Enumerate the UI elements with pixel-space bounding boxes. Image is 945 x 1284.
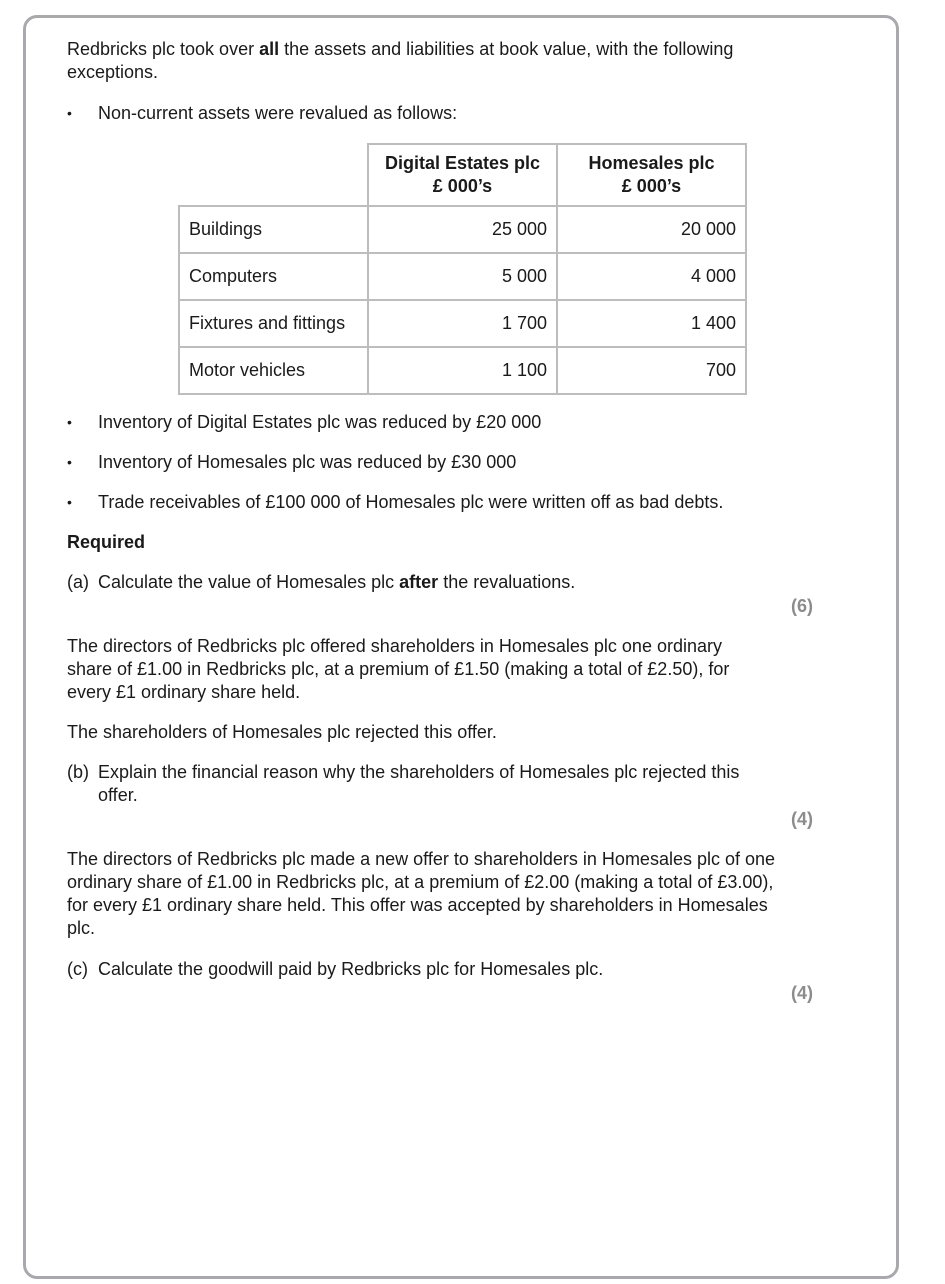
- table-row: [179, 253, 746, 300]
- required-heading: Required: [67, 532, 146, 552]
- asset-name: Fixtures and fittings: [179, 300, 368, 347]
- part-b-text: Explain the financial reason why the shareholders of Homesales plc rejected this offer.: [98, 762, 740, 805]
- intro-text-after: the assets and liabilities at book value, with the following exceptions.: [67, 39, 734, 82]
- digital-estates-value: 5 000: [368, 253, 557, 300]
- homesales-value: 4 000: [557, 253, 746, 300]
- digital-estates-value: 1 700: [368, 300, 557, 347]
- part-c-label: (c): [67, 959, 88, 979]
- offer2-paragraph: The directors of Redbricks plc made a new offer to shareholders in Homesales plc of one ordinary share of £1.00 in Redbricks plc, at a premium of £2.00 (making a total of £3.00), for every £1 ordinary share held. This offer was accepted by shareholders in Homesales plc.: [67, 849, 776, 938]
- intro-text-before: Redbricks plc took over: [67, 39, 260, 59]
- homesales-value: 700: [557, 347, 746, 394]
- part-c-text: Calculate the goodwill paid by Redbricks plc for Homesales plc.: [98, 959, 604, 979]
- bullet-text: Trade receivables of £100 000 of Homesales plc were written off as bad debts.: [98, 492, 724, 512]
- digital-estates-value: 25 000: [368, 206, 557, 253]
- bullet-icon: •: [67, 414, 72, 430]
- bullet-icon: •: [67, 494, 72, 510]
- bullet-text: Non-current assets were revalued as follows:: [98, 103, 458, 123]
- asset-name: Buildings: [179, 206, 368, 253]
- header-company-name: Digital Estates plc: [384, 153, 541, 173]
- part-a-text-before: Calculate the value of Homesales plc: [98, 572, 400, 592]
- asset-name: Motor vehicles: [179, 347, 368, 394]
- part-c-marks: (4): [791, 983, 813, 1003]
- table-header-row: [179, 144, 746, 206]
- part-a-marks: (6): [791, 596, 813, 616]
- part-b-label: (b): [67, 762, 89, 782]
- table-row: [179, 300, 746, 347]
- revaluation-table: [178, 143, 747, 395]
- digital-estates-value: 1 100: [368, 347, 557, 394]
- homesales-value: 1 400: [557, 300, 746, 347]
- table-row: [179, 347, 746, 394]
- table-header-digital-estates: [368, 144, 557, 206]
- header-unit: £ 000’s: [432, 176, 493, 196]
- header-unit: £ 000’s: [621, 176, 682, 196]
- intro-paragraph: [67, 38, 787, 84]
- asset-name: Computers: [179, 253, 368, 300]
- rejection-paragraph: The shareholders of Homesales plc rejected this offer.: [67, 722, 497, 742]
- offer1-paragraph: The directors of Redbricks plc offered shareholders in Homesales plc one ordinary share of £1.00 in Redbricks plc, at a premium of £1.50 (making a total of £2.50), for every £1 ordinary share held.: [67, 636, 730, 702]
- bullet-icon: •: [67, 105, 72, 121]
- intro-text-bold: all: [259, 39, 280, 59]
- table-row: [179, 206, 746, 253]
- bullet-icon: •: [67, 454, 72, 470]
- homesales-value: 20 000: [557, 206, 746, 253]
- header-company-name: Homesales plc: [588, 153, 715, 173]
- bullet-text: Inventory of Homesales plc was reduced by £30 000: [98, 452, 517, 472]
- part-a-text-after: the revaluations.: [438, 572, 576, 592]
- table-header-homesales: [557, 144, 746, 206]
- table-header-blank: [179, 144, 368, 206]
- bullet-text: Inventory of Digital Estates plc was reduced by £20 000: [98, 412, 542, 432]
- part-a-label: (a): [67, 572, 89, 592]
- part-b-marks: (4): [791, 809, 813, 829]
- part-a-text: [98, 571, 778, 594]
- part-a-text-bold: after: [399, 572, 439, 592]
